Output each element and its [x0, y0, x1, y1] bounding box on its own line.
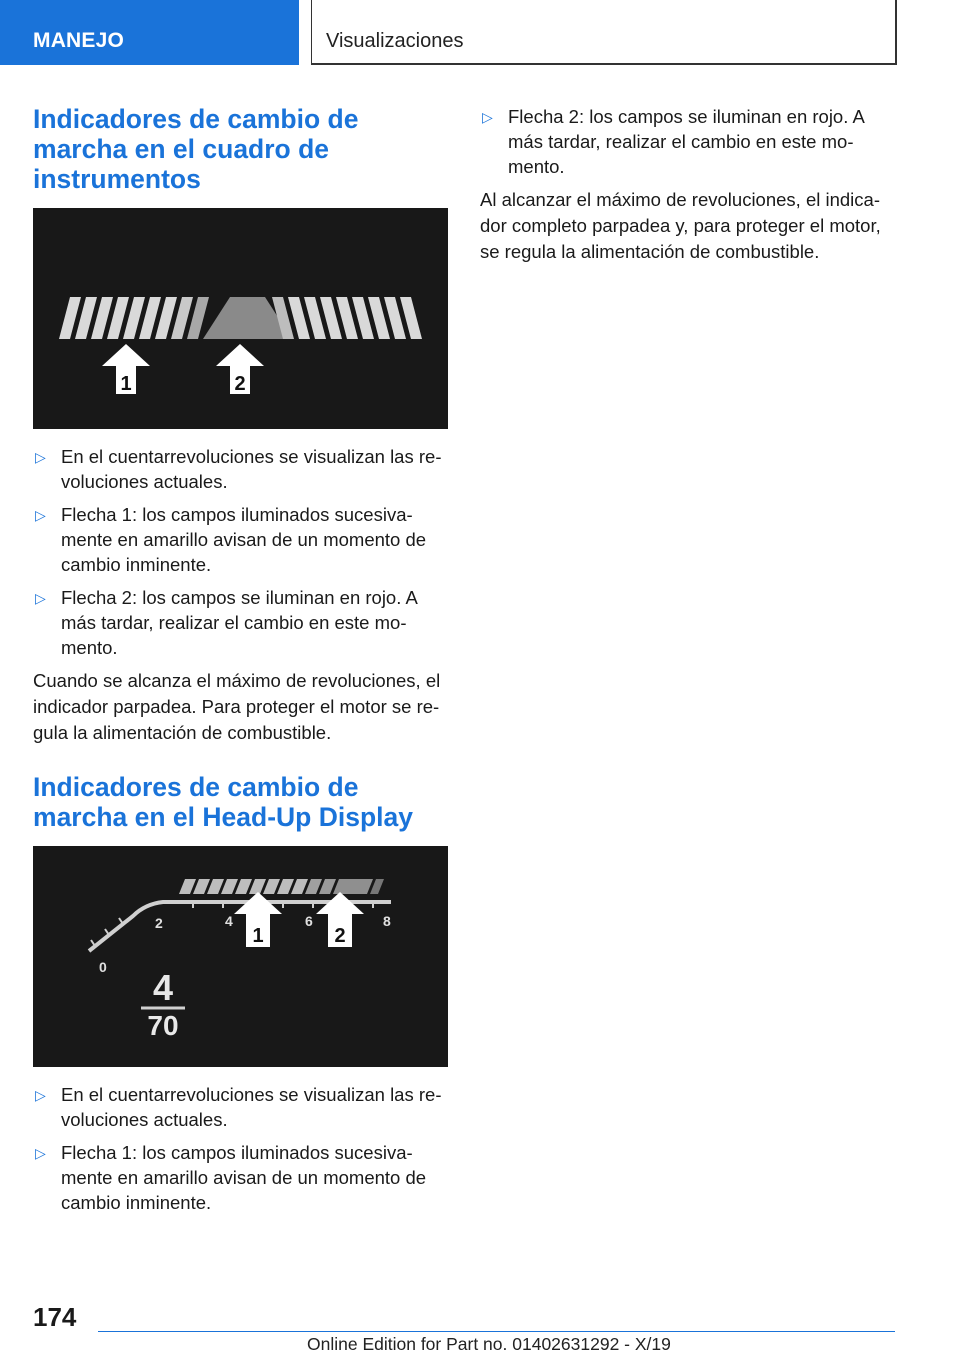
heading-instrument-cluster: Indicadores de cambio de marcha en el cuadro de instrumentos: [33, 104, 359, 194]
right-column: [480, 104, 895, 265]
triangle-bullet-icon: ▷: [35, 1087, 46, 1103]
list-item: ▷ Flecha 2: los campos se iluminan en rojo. A más tardar, realizar el cambio en este momento.: [35, 587, 417, 658]
arrow-1: [89, 344, 150, 395]
hud-arrow-2-label: 2: [334, 925, 346, 947]
footer-edition: Online Edition for Part no. 01402631292 - X/19: [307, 1334, 671, 1354]
rpm-stripes-right: [272, 297, 422, 339]
figure-instrument-cluster: [33, 208, 448, 429]
section-title: MANEJO: [33, 29, 125, 52]
list-item: ▷ En el cuentarrevoluciones se visualizan las revoluciones actuales.: [35, 446, 442, 492]
triangle-bullet-icon: ▷: [35, 590, 46, 606]
scale-label: 2: [155, 915, 163, 931]
hud-arrow-1-label: 1: [252, 925, 264, 947]
list-item: ▷ Flecha 1: los campos iluminados sucesivamente en amarillo avisan de un momento de cambio inminente.: [35, 1142, 427, 1213]
arrow-1-label: 1: [120, 373, 132, 395]
figure-head-up-display: [33, 846, 448, 1067]
list-item: ▷ Flecha 2: los campos se iluminan en rojo. A más tardar, realizar el cambio en este momento.: [482, 106, 864, 177]
triangle-bullet-icon: ▷: [35, 1145, 46, 1161]
triangle-bullet-icon: ▷: [482, 109, 493, 125]
arrow-2-label: 2: [234, 373, 246, 395]
hud-gear: 4: [152, 967, 174, 1008]
rpm-stripes-left: [59, 297, 209, 339]
chapter-title: Visualizaciones: [326, 30, 464, 52]
heading-head-up-display: Indicadores de cambio de marcha en el Head-Up Display: [33, 772, 413, 832]
arrow-2: [216, 344, 264, 395]
scale-label: 6: [305, 913, 313, 929]
bullet-list-3: [480, 104, 895, 179]
bullet-list-1: [33, 444, 448, 660]
hud-rpm-bars: [179, 879, 384, 894]
paragraph-max-rpm: Al alcanzar el máximo de revoluciones, el indicador completo parpadea y, para proteger el motor, se regula la alimentación de combustible.: [480, 189, 881, 262]
paragraph-flashing: Cuando se alcanza el máximo de revoluciones, el indicador parpadea. Para proteger el motor se regula la alimentación de combustible.: [33, 670, 441, 743]
chapter-tab: [311, 0, 897, 65]
left-column: [33, 104, 448, 1223]
footer-divider: [98, 1331, 895, 1332]
scale-label: 8: [383, 913, 391, 929]
section-tab: [0, 0, 299, 65]
list-item: ▷ Flecha 1: los campos iluminados sucesivamente en amarillo avisan de un momento de cambio inminente.: [35, 504, 427, 575]
triangle-bullet-icon: ▷: [35, 449, 46, 465]
list-item: ▷ En el cuentarrevoluciones se visualizan las revoluciones actuales.: [35, 1084, 442, 1130]
scale-label: 0: [99, 959, 107, 975]
triangle-bullet-icon: ▷: [35, 507, 46, 523]
hud-speed: 70: [147, 1010, 179, 1041]
bullet-list-2: [33, 1082, 448, 1215]
page-number: 174: [33, 1302, 77, 1332]
scale-label: 4: [225, 913, 233, 929]
